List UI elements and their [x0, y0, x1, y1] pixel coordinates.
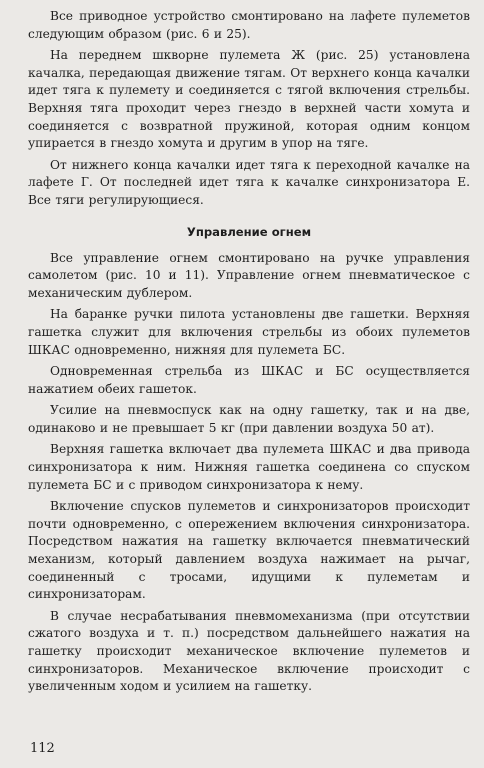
paragraph: На переднем шкворне пулемета Ж (рис. 25) установлена качалка, передающая движение тягам. От верхнего конца качалки идет тяга к пулемету и соединяется с тягой включения стрельбы. Верхняя тяга проходит через гнездо в верхней части хомута и соединяется с возвратной пружиной, которая одним концом упирается в гнездо хомута и другим в упор на тяге. [28, 48, 470, 151]
paragraph: Все приводное устройство смонтировано на лафете пулеметов следующим образом (рис. 6 и 25). [28, 9, 470, 41]
paragraph: От нижнего конца качалки идет тяга к переходной качалке на лафете Г. От последней идет тяга к качалке синхронизатора Е. Все тяги регулирующиеся. [28, 157, 470, 207]
paragraph: Усилие на пневмоспуск как на одну гашетку, так и на две, одинаково и не превышает 5 кг (при давлении воздуха 50 ат). [28, 403, 470, 435]
paragraph: Все управление огнем смонтировано на ручке управления самолетом (рис. 10 и 11). Управление огнем пневматическое с механическим дублером. [28, 250, 470, 300]
page-number: 112 [30, 741, 55, 756]
paragraph: На баранке ручки пилота установлены две гашетки. Верхняя гашетка служит для включения стрельбы из обоих пулеметов ШКАС одновременно, нижняя для пулемета БС. [28, 307, 470, 357]
paragraph: В случае несрабатывания пневмомеханизма (при отсутствии сжатого воздуха и т. п.) посредством дальнейшего нажатия на гашетку происходит механическое включение пулеметов и синхронизаторов. Механическое включение происходит с увеличенным ходом и усилием на гашетку. [28, 608, 470, 694]
paragraph: Включение спусков пулеметов и синхронизаторов происходит почти одновременно, с опережением включения синхронизатора. Посредством нажатия на гашетку включается пневматический механизм, который давлением воздуха нажимает на рычаг, соединенный с тросами, идущими к пулеметам и синхронизаторам. [28, 499, 470, 602]
paragraph: Верхняя гашетка включает два пулемета ШКАС и два привода синхронизатора к ним. Нижняя гашетка соединена со спуском пулемета БС и с приводом синхронизатора к нему. [28, 442, 470, 492]
section-heading: Управление огнем [186, 224, 312, 239]
paragraph: Одновременная стрельба из ШКАС и БС осуществляется нажатием обеих гашеток. [28, 364, 470, 396]
